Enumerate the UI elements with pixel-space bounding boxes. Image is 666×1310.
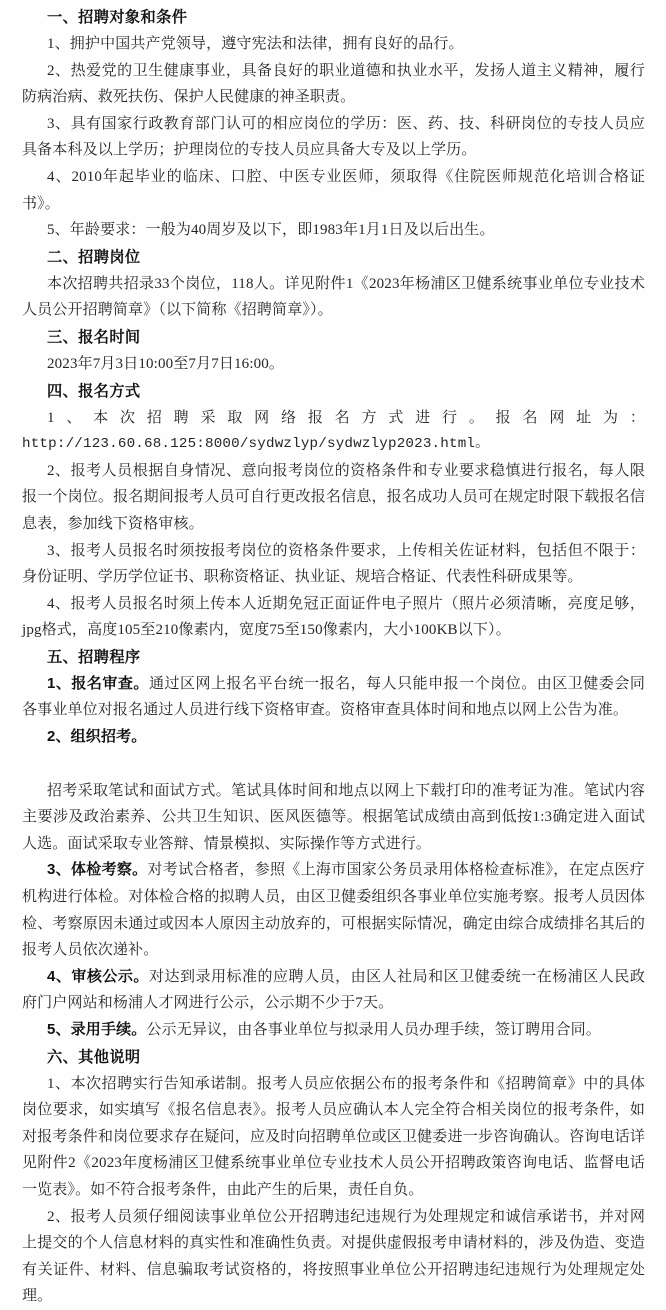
procedure-item-2-label: 2、组织招考。 [47,728,147,746]
paragraph-registration-method-intro: 1、本次招聘采取网络报名方式进行。报名网址为： [47,409,645,426]
section-heading-5: 五、招聘程序 [47,648,141,666]
section-heading-1: 一、招聘对象和条件 [47,9,188,26]
section-heading-4: 四、报名方式 [47,382,141,400]
procedure-item-4-label: 4、审核公示。 [47,967,149,985]
paragraph: 2、热爱党的卫生健康事业，具备良好的职业道德和执业水平，发扬人道主义精神，履行防病治病、救死扶伤、保护人民健康的神圣职责。 [22,62,645,106]
paragraph: 4、2010年起毕业的临床、口腔、中医专业医师，须取得《住院医师规范化培训合格证书》。 [22,168,645,212]
exam-description-paragraph: 招考采取笔试和面试方式。笔试具体时间和地点以网上下载打印的准考证为准。笔试内容主要涉及政治素养、公共卫生知识、医风医德等。根据笔试成绩由高到低按1:3确定进入面试人选。面试采取专业答辩、情景模拟、实际操作等方式进行。 [22,782,645,852]
paragraph: 1、拥护中国共产党领导，遵守宪法和法律，拥有良好的品行。 [47,36,464,52]
procedure-item-4 [22,964,645,1017]
paragraph: 5、年龄要求：一般为40周岁及以下，即1983年1月1日及以后出生。 [47,222,495,239]
paragraph: 本次招聘共招录33个岗位，118人。详见附件1《2023年杨浦区卫健系统事业单位专业技术人员公开招聘简章》（以下简称《招聘简章》）。 [22,275,645,319]
paragraph: 3、具有国家行政教育部门认可的相应岗位的学历：医、药、技、科研岗位的专技人员应具备本科及以上学历；护理岗位的专技人员应具备大专及以上学历。 [22,115,645,159]
procedure-item-3-text: 对考试合格者，参照《上海市国家公务员录用体格检查标准》，在定点医疗机构进行体检。对体检合格的拟聘人员，由区卫健委组织各事业单位实施考察。报考人员因体检、考察原因未通过或因本人原因主动放弃的，可根据实际情况，确定由综合成绩排名其后的报考人员依次递补。 [22,862,645,959]
procedure-item-5-label: 5、录用手续。 [47,1021,147,1038]
section-heading-6: 六、其他说明 [47,1048,141,1066]
paragraph: 2、报考人员根据自身情况、意向报考岗位的资格条件和专业要求稳慎进行报名，每人限报一个岗位。报名期间报考人员可自行更改报名信息，报名成功人员可在规定时限下载报名信息表，参加线下资格审核。 [22,462,645,532]
paragraph: 2023年7月3日10:00至7月7日16:00。 [47,355,285,372]
procedure-item-5-text: 公示无异议，由各事业单位与拟录用人员办理手续，签订聘用合同。 [146,1022,601,1038]
paragraph: 3、报考人员报名时须按报考岗位的资格条件要求，上传相关佐证材料，包括但不限于：身份证明、学历学位证书、职称资格证、执业证、规培合格证、代表性科研成果等。 [22,542,645,586]
procedure-item-1-text: 通过区网上报名平台统一报名，每人只能申报一个岗位。由区卫健委会同各事业单位对报名通过人员进行线下资格审查。资格审查具体时间和地点以网上公告为准。 [22,675,645,719]
procedure-item-1-label: 1、报名审查。 [47,674,149,692]
procedure-item-3 [22,857,645,963]
paragraph: 1、本次招聘实行告知承诺制。报考人员应依据公布的报考条件和《招聘简章》中的具体岗位要求，如实填写《报名信息表》。报考人员应确认本人完全符合相关岗位的报考条件，如对报考条件和岗位要求存在疑问，应及时向招聘单位或区卫健委进一步咨询确认。咨询电话详见附件2《2023年度杨浦区卫健系统事业单位专业技术人员公开招聘政策咨询电话、监督电话一览表》。如不符合报考条件，由此产生的后果，责任自负。 [22,1075,645,1198]
procedure-item-5 [22,1017,645,1044]
registration-url: http://123.60.68.125:8000/sydwzlyp/sydwzlyp2023.html。 [22,436,490,453]
section-heading-3: 三、报名时间 [47,328,141,346]
paragraph: 4、报考人员报名时须上传本人近期免冠正面证件电子照片（照片必须清晰，亮度足够，jpg格式，高度105至210像素内，宽度75至150像素内，大小100KB以下）。 [22,595,645,639]
procedure-item-4-text: 对达到录用标准的应聘人员，由区人社局和区卫健委统一在杨浦区人民政府门户网站和杨浦人才网进行公示，公示期不少于7天。 [22,968,645,1012]
procedure-item-1 [22,671,645,724]
section-heading-2: 二、招聘岗位 [47,248,141,266]
procedure-item-3-label: 3、体检考察。 [47,861,148,879]
procedure-item-2 [22,724,645,751]
paragraph: 2、报考人员须仔细阅读事业单位公开招聘违纪违规行为处理规定和诚信承诺书，并对网上提交的个人信息材料的真实性和准确性负责。对提供虚假报考申请材料的，涉及伪造、变造有关证件、材料、信息骗取考试资格的，将按照事业单位公开招聘违纪违规行为处理规定处理。 [22,1208,645,1305]
